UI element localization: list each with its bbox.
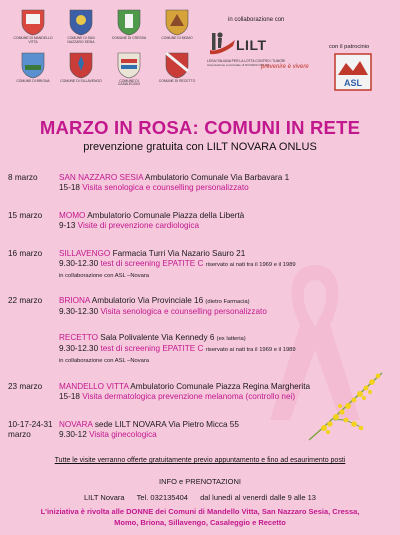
event-place: BRIONA <box>59 296 90 305</box>
info-title: INFO e PRENOTAZIONI <box>159 477 241 486</box>
event-visit: Visita ginecologica <box>89 430 157 440</box>
event-note: riservato ai nati tra il 1969 e il 1989 <box>205 262 296 269</box>
crest-row-1 <box>12 8 202 45</box>
event-date-month: marzo <box>8 430 31 440</box>
crest-sillavengo <box>60 51 102 88</box>
crest-mandello-vitta <box>12 8 54 45</box>
event-location-note: (ex latteria) <box>216 336 246 342</box>
event-place: SAN NAZZARO SESIA <box>59 173 144 182</box>
lilt-tagline: prevenire è vivere <box>261 64 309 70</box>
asl-logo <box>334 53 372 91</box>
crest-caption: COMUNE DI MANDELLO VITTA <box>13 36 53 44</box>
event-location: Ambulatorio Comunale Piazza Regina Margherita <box>130 382 311 391</box>
crest-caption: COMUNE DI CRESSA <box>111 36 147 40</box>
event-date: 22 marzo <box>8 296 43 305</box>
crest-shield-icon <box>164 51 190 79</box>
event-visit: Visita senologica e counselling personalizzato <box>100 307 267 317</box>
event-extra: in collaborazione con ASL –Novara <box>59 357 150 364</box>
crest-shield-icon <box>164 8 190 36</box>
event-visit: screening EPATITE C <box>124 259 204 269</box>
event-location: Ambulatorio Comunale Via Barbavara 1 <box>145 173 290 182</box>
free-visits-note: Tutte le visite verranno offerte gratuitamente previo appuntamento e fino ad esaurimento posti <box>54 457 346 464</box>
event-location-note: (dietro Farmacia) <box>205 299 250 305</box>
event-visit: Visita dermatologica prevenzione melanoma <box>82 392 244 402</box>
event-visit-suffix: (controllo nei) <box>245 392 296 402</box>
info-hours: dal lunedì al venerdì dalle 9 alle 13 <box>200 493 316 502</box>
event-visit: Visite di prevenzione cardiologica <box>77 221 200 231</box>
crest-casaleggio <box>108 51 150 88</box>
crest-row-2 <box>12 51 202 88</box>
event-date: 16 marzo <box>8 249 43 258</box>
event-place: RECETTO <box>59 333 98 342</box>
event-place: NOVARA <box>59 420 93 429</box>
info-contacts <box>0 493 400 502</box>
crest-caption: COMUNE DI BRIONA <box>16 78 50 83</box>
crest-shield-icon <box>20 8 46 36</box>
event-extra: in collaborazione con ASL –Novara <box>59 272 150 279</box>
crest-recetto <box>156 51 198 88</box>
mimosa-branch-illustration <box>304 368 386 444</box>
event-visit-prefix: test di <box>100 259 123 269</box>
event-time: 9.30-12.30 <box>59 259 99 269</box>
crest-caption: COMUNE DI RECETTO <box>158 78 196 83</box>
event-visit: test di screening EPATITE C <box>100 344 204 354</box>
target-audience-line-1: L'iniziativa è rivolta alle DONNE dei Comuni di Mandello Vitta, San Nazzaro Sesia, Cressa, <box>40 507 360 516</box>
event-date: 10-17-24-31 <box>8 420 53 429</box>
crest-caption: COMUNE DI SAN NAZZARO SESIA <box>67 36 95 44</box>
lilt-wordmark: LILT <box>236 37 267 53</box>
asl-logo-text: ASL <box>344 78 362 88</box>
event-date: 15 marzo <box>8 211 43 220</box>
crest-caption: COMUNE DI MOMO <box>161 36 193 40</box>
event-time: 9.30-12.30 <box>59 344 99 354</box>
event-location: Ambulatorio Via Provinciale 16 <box>91 296 204 305</box>
lilt-section: Associazione provinciale di NOVARA ONLUS <box>207 63 270 67</box>
crest-shield-icon <box>116 8 142 36</box>
patrocinio-label: con il patrocinio <box>329 44 370 50</box>
crest-shield-icon <box>68 51 94 79</box>
event-visit: Visita senologica e counselling personalizzato <box>82 183 249 193</box>
crest-caption: COMUNE DI CASALEGGIO <box>117 78 141 87</box>
event-date: 23 marzo <box>8 382 43 391</box>
event-location: sede LILT NOVARA Via Pietro Micca 55 <box>94 420 239 429</box>
event-date: 8 marzo <box>8 173 38 182</box>
crest-shield-icon <box>116 51 142 79</box>
event-place: MOMO <box>59 211 86 220</box>
info-phone: Tel. 032135404 <box>136 493 188 502</box>
crest-momo <box>156 8 198 45</box>
crest-briona <box>12 51 54 88</box>
municipality-crests <box>12 8 202 93</box>
crest-caption: COMUNE DI SILLAVENGO <box>60 78 102 83</box>
event-time: 9.30-12.30 <box>59 307 99 317</box>
target-audience-note <box>0 506 400 528</box>
event-time: 9.30-12 <box>59 430 87 440</box>
event-location: Ambulatorio Comunale Piazza della Libertà <box>87 211 245 220</box>
lilt-full-name: LEGA ITALIANA PER LA LOTTA CONTRO I TUMORI <box>207 59 286 63</box>
page-title: MARZO IN ROSA: COMUNI IN RETE <box>39 117 361 138</box>
event-time: 15-18 <box>59 183 80 193</box>
crest-san-nazzaro-sesia <box>60 8 102 45</box>
event-location: Farmacia Turri Via Nazario Sauro 21 <box>112 249 246 258</box>
page-subtitle: prevenzione gratuita con LILT NOVARA ONLUS <box>83 141 317 153</box>
event-note: riservato ai nati tra il 1969 e il 1989 <box>205 347 296 354</box>
crest-shield-icon <box>20 51 46 79</box>
info-org: LILT Novara <box>84 493 125 502</box>
crest-shield-icon <box>68 8 94 36</box>
crest-cressa <box>108 8 150 45</box>
collab-label: in collaborazione con <box>228 17 285 23</box>
event-time: 9-13 <box>59 221 76 231</box>
lilt-figure-icon <box>207 30 237 56</box>
target-audience-line-2: Momo, Briona, Sillavengo, Casaleggio e Recetto <box>114 518 286 527</box>
event-location: Sala Polivalente Via Kennedy 6 <box>100 333 215 342</box>
event-place: MANDELLO VITTA <box>59 382 129 391</box>
event-time: 15-18 <box>59 392 80 402</box>
event-place: SILLAVENGO <box>59 249 111 258</box>
